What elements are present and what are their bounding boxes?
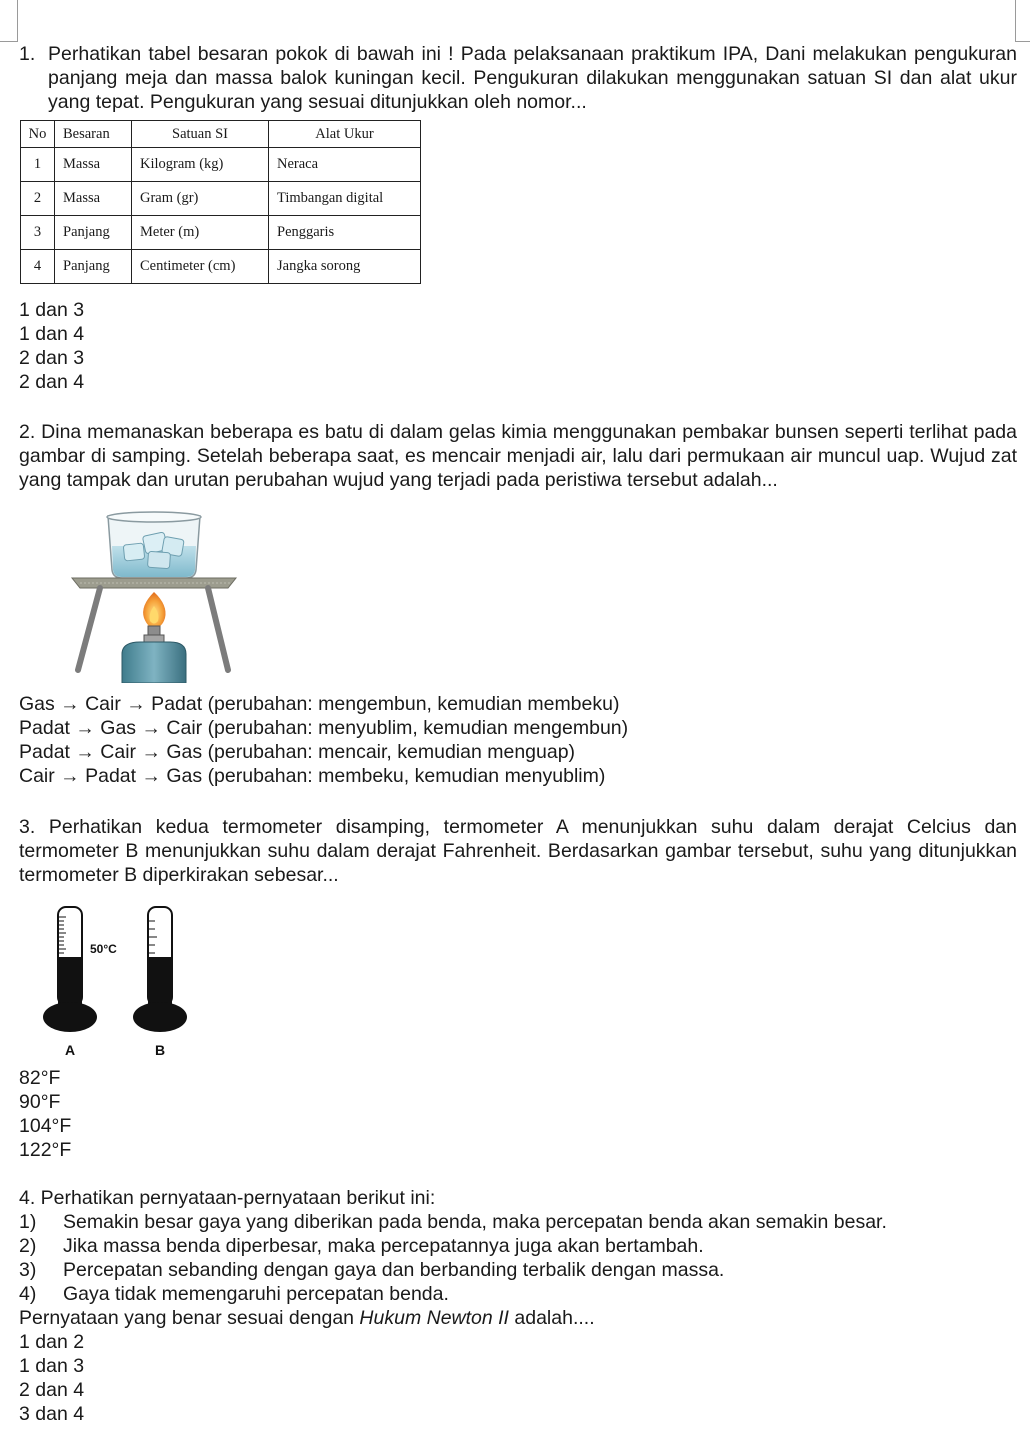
question-4-option: 1 dan 3 xyxy=(19,1355,85,1377)
question-1-option: 1 dan 4 xyxy=(19,323,85,345)
thermometer-a xyxy=(43,907,97,1032)
question-4-option: 1 dan 2 xyxy=(19,1331,85,1353)
statement-text: Percepatan sebanding dengan gaya dan berbanding terbalik dengan massa. xyxy=(63,1259,725,1281)
table-cell: Gram (gr) xyxy=(132,182,269,216)
prompt-text-after: adalah.... xyxy=(508,1307,595,1329)
question-3-option: 122°F xyxy=(19,1139,72,1161)
statement-text: Jika massa benda diperbesar, maka percepatannya juga akan bertambah. xyxy=(63,1235,704,1257)
table-cell: 3 xyxy=(21,216,55,250)
table-cell: Centimeter (cm) xyxy=(132,250,269,284)
question-4-statement xyxy=(19,1258,724,1282)
thermometer-a-reading: 50°C xyxy=(90,942,117,956)
table-header-cell: Satuan SI xyxy=(132,121,269,148)
table-cell: Panjang xyxy=(55,250,132,284)
thermometer-b xyxy=(133,907,187,1032)
question-4-statement xyxy=(19,1234,704,1258)
table-cell: 1 xyxy=(21,148,55,182)
question-3-option: 82°F xyxy=(19,1067,61,1089)
table-row xyxy=(21,250,421,284)
thermometer-a-label: A xyxy=(64,1042,76,1058)
table-header-cell: No xyxy=(21,121,55,148)
table-cell: Meter (m) xyxy=(132,216,269,250)
question-3-text: 3. Perhatikan kedua termometer disamping, termometer A menunjukkan suhu dalam derajat Celcius dan termometer B menunjukkan suhu dalam derajat Fahrenheit. Berdasarkan gambar tersebut, suhu yang ditunjukkan termometer B diperkirakan sebesar... xyxy=(19,816,1017,886)
page-corner-mark-left xyxy=(0,0,18,42)
question-1-text: Perhatikan tabel besaran pokok di bawah ini ! Pada pelaksanaan praktikum IPA, Dani melakukan pengukuran panjang meja dan massa balok kuningan kecil. Pengukuran dilakukan menggunakan satuan SI dan alat ukur yang tepat. Pengukuran yang sesuai ditunjukkan oleh nomor... xyxy=(48,43,1017,113)
measurement-table xyxy=(20,120,421,284)
table-cell: Kilogram (kg) xyxy=(132,148,269,182)
question-2-option: Gas → Cair → Padat (perubahan: mengembun, kemudian membeku) xyxy=(19,693,620,715)
table-cell: Panjang xyxy=(55,216,132,250)
question-4-statement xyxy=(19,1210,887,1234)
question-2-option: Padat → Gas → Cair (perubahan: menyublim, kemudian mengembun) xyxy=(19,717,629,739)
question-1-option: 2 dan 3 xyxy=(19,347,85,369)
statement-text: Semakin besar gaya yang diberikan pada benda, maka percepatan benda akan semakin besar. xyxy=(63,1211,887,1233)
thermometers-illustration xyxy=(40,903,190,1061)
page-corner-mark-right xyxy=(1015,0,1030,42)
statement-number: 4) xyxy=(19,1283,37,1305)
table-cell: 2 xyxy=(21,182,55,216)
table-cell: Jangka sorong xyxy=(269,250,421,284)
table-cell: Massa xyxy=(55,182,132,216)
question-1 xyxy=(19,42,1017,114)
table-cell: Penggaris xyxy=(269,216,421,250)
statement-text: Gaya tidak memengaruhi percepatan benda. xyxy=(63,1283,449,1305)
question-3-option: 90°F xyxy=(19,1091,61,1113)
table-cell: Neraca xyxy=(269,148,421,182)
prompt-law-name: Hukum Newton II xyxy=(359,1307,509,1329)
statement-number: 1) xyxy=(19,1211,37,1233)
question-2-option: Padat → Cair → Gas (perubahan: mencair, kemudian menguap) xyxy=(19,741,576,763)
table-header-cell: Alat Ukur xyxy=(269,121,421,148)
statement-number: 3) xyxy=(19,1259,37,1281)
question-3-option: 104°F xyxy=(19,1115,72,1137)
statement-number: 2) xyxy=(19,1235,37,1257)
table-row xyxy=(21,182,421,216)
question-4-option: 3 dan 4 xyxy=(19,1403,85,1425)
table-header-cell: Besaran xyxy=(55,121,132,148)
question-4-statement xyxy=(19,1282,449,1306)
table-cell: Timbangan digital xyxy=(269,182,421,216)
question-1-option: 2 dan 4 xyxy=(19,371,85,393)
table-header-row xyxy=(21,121,421,148)
table-row xyxy=(21,216,421,250)
thermometer-b-label: B xyxy=(154,1042,166,1058)
question-2-option: Cair → Padat → Gas (perubahan: membeku, kemudian menyublim) xyxy=(19,765,606,787)
beaker-burner-illustration xyxy=(60,508,245,683)
prompt-text-before: Pernyataan yang benar sesuai dengan xyxy=(19,1307,360,1329)
question-1-number: 1. xyxy=(19,43,36,65)
table-row xyxy=(21,148,421,182)
question-4-option: 2 dan 4 xyxy=(19,1379,85,1401)
question-2-text: 2. Dina memanaskan beberapa es batu di dalam gelas kimia menggunakan pembakar bunsen seperti terlihat pada gambar di samping. Setelah beberapa saat, es mencair menjadi air, lalu dari permukaan air muncul uap. Wujud zat yang tampak dan urutan perubahan wujud yang terjadi pada peristiwa tersebut adalah... xyxy=(19,421,1017,491)
question-4-prompt xyxy=(19,1306,595,1330)
table-cell: 4 xyxy=(21,250,55,284)
question-4-heading: 4. Perhatikan pernyataan-pernyataan berikut ini: xyxy=(19,1187,436,1209)
table-cell: Massa xyxy=(55,148,132,182)
question-1-option: 1 dan 3 xyxy=(19,299,85,321)
